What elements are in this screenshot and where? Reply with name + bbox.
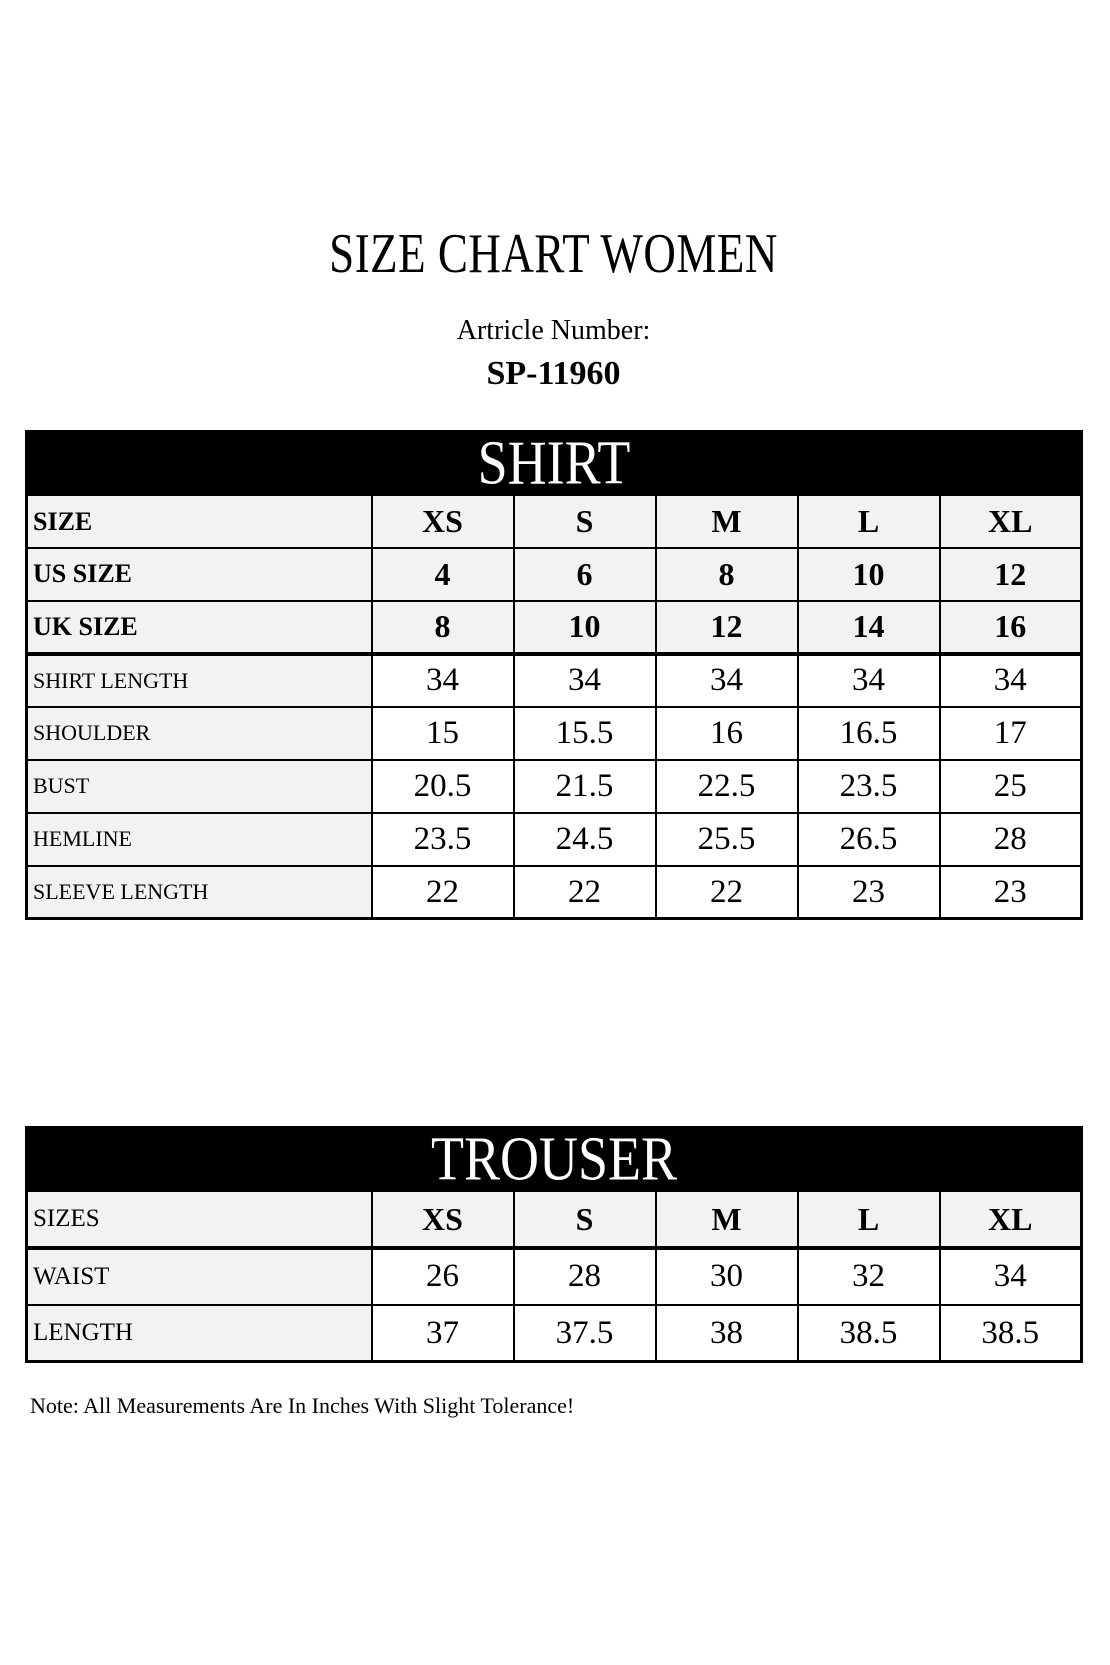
value-cell: 10: [514, 601, 656, 654]
trouser-row-waist: [27, 1248, 1082, 1305]
value-cell: 21.5: [514, 760, 656, 813]
value-cell: 8: [656, 548, 798, 601]
value-cell: 25: [940, 760, 1082, 813]
size-cell: L: [798, 1191, 940, 1248]
value-cell: 23: [940, 866, 1082, 919]
value-cell: 10: [798, 548, 940, 601]
trouser-table: [25, 1126, 1083, 1363]
value-cell: 8: [372, 601, 514, 654]
shirt-row-bust: [27, 760, 1082, 813]
row-label: SHIRT LENGTH: [27, 654, 372, 707]
value-cell: 26: [372, 1248, 514, 1305]
shirt-row-hemline: [27, 813, 1082, 866]
size-cell: XL: [940, 495, 1082, 548]
value-cell: 16.5: [798, 707, 940, 760]
size-cell: XL: [940, 1191, 1082, 1248]
row-label: SIZE: [27, 495, 372, 548]
value-cell: 12: [940, 548, 1082, 601]
value-cell: 34: [940, 1248, 1082, 1305]
value-cell: 16: [656, 707, 798, 760]
article-number-value: SP-11960: [486, 354, 621, 392]
value-cell: 38.5: [798, 1305, 940, 1362]
trouser-table-title-text: TROUSER: [431, 1124, 678, 1194]
trouser-row-sizes: [27, 1191, 1082, 1248]
row-label: SHOULDER: [27, 707, 372, 760]
doc-header: [25, 0, 1082, 394]
shirt-row-size: [27, 495, 1082, 548]
value-cell: 38: [656, 1305, 798, 1362]
value-cell: 14: [798, 601, 940, 654]
size-cell: S: [514, 1191, 656, 1248]
value-cell: 28: [514, 1248, 656, 1305]
value-cell: 22.5: [656, 760, 798, 813]
row-label: HEMLINE: [27, 813, 372, 866]
size-cell: M: [656, 495, 798, 548]
value-cell: 26.5: [798, 813, 940, 866]
row-label: UK SIZE: [27, 601, 372, 654]
size-cell: XS: [372, 1191, 514, 1248]
value-cell: 22: [372, 866, 514, 919]
value-cell: 22: [656, 866, 798, 919]
value-cell: 37.5: [514, 1305, 656, 1362]
value-cell: 30: [656, 1248, 798, 1305]
value-cell: 20.5: [372, 760, 514, 813]
value-cell: 12: [656, 601, 798, 654]
row-label: BUST: [27, 760, 372, 813]
value-cell: 22: [514, 866, 656, 919]
shirt-row-shirt-length: [27, 654, 1082, 707]
trouser-row-length: [27, 1305, 1082, 1362]
value-cell: 34: [656, 654, 798, 707]
value-cell: 17: [940, 707, 1082, 760]
shirt-banner-row: [27, 432, 1082, 495]
shirt-row-uk-size: [27, 601, 1082, 654]
trouser-table-title: [27, 1124, 1082, 1194]
page-title-text: SIZE CHART WOMEN: [329, 221, 778, 285]
value-cell: 38.5: [940, 1305, 1082, 1362]
row-label: US SIZE: [27, 548, 372, 601]
value-cell: 34: [372, 654, 514, 707]
row-label: SIZES: [27, 1191, 372, 1248]
value-cell: 4: [372, 548, 514, 601]
size-cell: XS: [372, 495, 514, 548]
shirt-table-title: [27, 428, 1082, 498]
page-title: [25, 221, 1082, 285]
shirt-row-shoulder: [27, 707, 1082, 760]
size-cell: L: [798, 495, 940, 548]
value-cell: 16: [940, 601, 1082, 654]
row-label: WAIST: [27, 1248, 372, 1305]
value-cell: 15: [372, 707, 514, 760]
trouser-banner-row: [27, 1128, 1082, 1191]
shirt-table-title-text: SHIRT: [477, 428, 631, 498]
value-cell: 28: [940, 813, 1082, 866]
value-cell: 23.5: [372, 813, 514, 866]
measurement-note: Note: All Measurements Are In Inches With Slight Tolerance!: [30, 1393, 575, 1419]
value-cell: 34: [940, 654, 1082, 707]
value-cell: 34: [798, 654, 940, 707]
shirt-row-sleeve-length: [27, 866, 1082, 919]
value-cell: 23: [798, 866, 940, 919]
value-cell: 15.5: [514, 707, 656, 760]
value-cell: 32: [798, 1248, 940, 1305]
value-cell: 23.5: [798, 760, 940, 813]
size-cell: S: [514, 495, 656, 548]
shirt-table: [25, 430, 1083, 920]
value-cell: 37: [372, 1305, 514, 1362]
row-label: SLEEVE LENGTH: [27, 866, 372, 919]
value-cell: 25.5: [656, 813, 798, 866]
row-label: LENGTH: [27, 1305, 372, 1362]
value-cell: 34: [514, 654, 656, 707]
size-cell: M: [656, 1191, 798, 1248]
value-cell: 6: [514, 548, 656, 601]
article-number-label: Artricle Number:: [456, 315, 651, 346]
value-cell: 24.5: [514, 813, 656, 866]
shirt-row-us-size: [27, 548, 1082, 601]
